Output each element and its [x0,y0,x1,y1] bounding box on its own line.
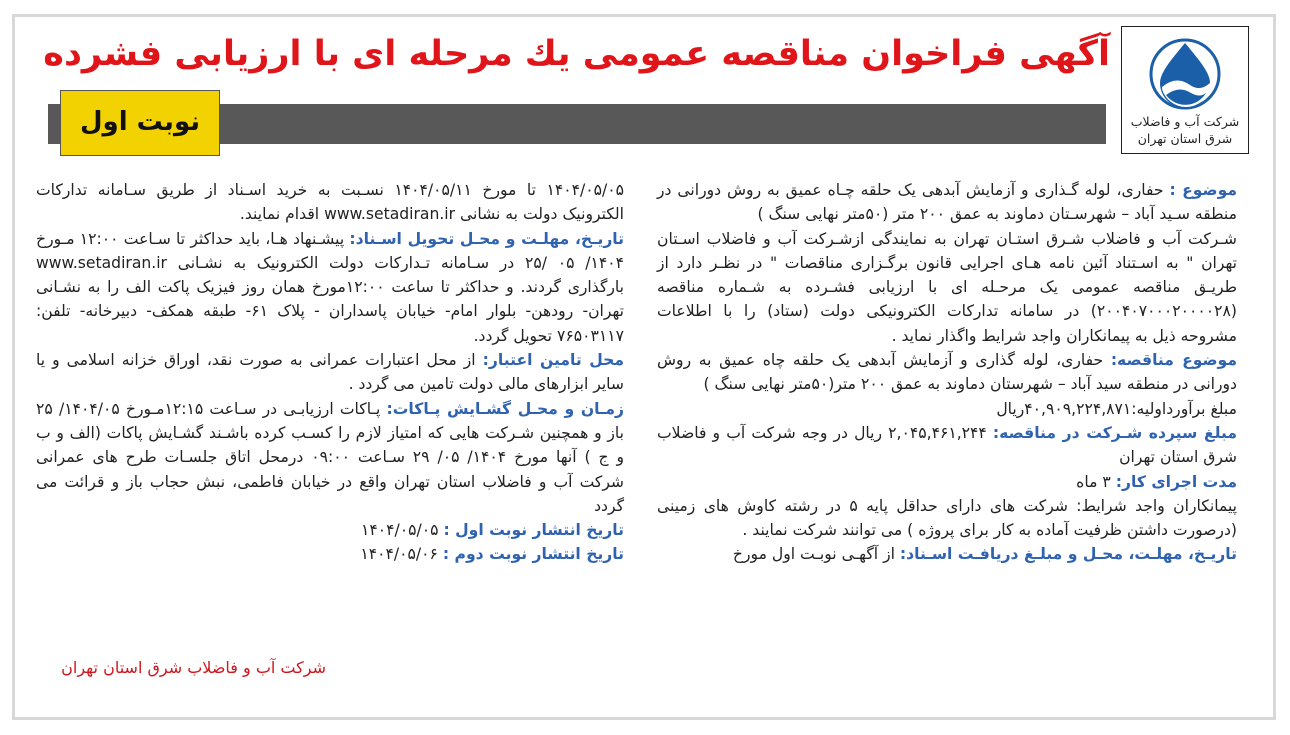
subject-label: موضوع : [1169,181,1238,199]
deadline-paragraph [36,227,624,348]
logo-company-line1: شرکت آب و فاضلاب [1130,114,1240,129]
intro-paragraph: شـرکت آب و فاضلاب شـرق استـان تهران به نمایندگی ازشـرکت آب و فاضلاب اسـتان تهران " به اسـتناد آئین نامه هـای اجرایی قانون برگـزاری مناقصات " در نظـر دارد از طریـق مناقصه عمومی یک مرحـله ای با ارزیابی فشـرده به شـماره مناقصه (۲۰۰۴۰۷۰۰۰۲۰۰۰۰۲۸) در سامانه تدارکات الکترونیکی دولت (ستاد) را با اطلاعات مشروحه ذیل به پیمانکاران واجد شرایط واگذار نماید . [657,229,1237,345]
left-column [36,178,624,567]
deposit-paragraph [657,421,1237,470]
duration-paragraph [657,470,1237,494]
docs-paragraph [657,542,1237,566]
company-logo-box [1121,26,1249,154]
docs-label: تاریـخ، مهلـت، محـل و مبلـغ دریافـت اسـناد: [899,545,1237,564]
docs-continued-paragraph: ۱۴۰۴/۰۵/۰۵ تا مورخ ۱۴۰۴/۰۵/۱۱ نسـبت به خرید اسـناد از طریق سـامانه تدارکات الکترونیک دولت به نشانی www.setadiran.ir اقدام نمایند. [36,181,624,224]
tender-subject-text: حفاری، لوله گذاری و آزمایش آبدهی یک حلقه چاه عمیق به روش دورانی در منطقه سید آباد – شهرستان دماوند به عمق ۲۰۰ متر(۵۰متر نهایی سنگ ) [657,351,1237,394]
logo-company-line2: شرق استان تهران [1137,131,1233,146]
docs-text: از آگهـی نوبـت اول مورخ [732,545,900,564]
estimate-paragraph: مبلغ برآورداولیه:۴۰,۹۰۹,۲۲۴,۸۷۱ریال [996,399,1237,418]
opening-text: پـاکات ارزیابـی در سـاعت ۱۲:۱۵مـورخ ۱۴۰۴/۰۵/ ۲۵ باز و همچنین شـرکت هایی که امتیاز لازم را کسـب کرده باشـند گشـایش پاکات (الف و ب و ج ) آنها مورخ ۱۴۰۴/ ۰۵/ ۲۹ سـاعت ۰۹:۰۰ درمحل اتاق جلسـات طرح های عمرانی شرکت آب و فاضلاب استان تهران واقع در خیابان فاطمی، نبش حجاب باز و قرائت می گردد [36,399,624,515]
deadline-text: پیشـنهاد هـا، باید حداکثر تا سـاعت ۱۲:۰۰ مـورخ ۱۴۰۴/ ۰۵ /۲۵ در سـامانه تـدارکات دولت الکترونیک به نشـانی www.setadiran.ir بارگذاری گردند. و حداکثر تا ساعت ۱۲:۰۰مورخ همان روز فیزیک پاکت الف را به نشـانی تهران- رودهن- بلوار امام- خیابان پاسداران - پلاک ۶۱- طبقه همکف- دبیرخانه- تلفن: ۷۶۵۰۳۱۱۷ تحویل گردد. [36,229,624,345]
opening-label: زمـان و محـل گشـایش پـاکات: [386,399,624,418]
duration-text: ۳ ماه [1076,472,1116,491]
tender-subject-paragraph [657,348,1237,397]
tender-subject-label: موضوع مناقصه: [1110,351,1237,370]
deadline-label: تاریـخ، مهلـت و محـل تحویل اسـناد: [349,229,625,248]
page-title: آگهی فراخوان مناقصه عمومی یك مرحله ای با ارزیابی فشرده [43,34,1110,74]
deposit-text: ۲,۰۴۵,۴۶۱,۲۴۴ ریال در وجه شرکت آب و فاضلاب شرق استان تهران [657,423,1237,467]
publication-second-date: ۱۴۰۴/۰۵/۰۶ [360,545,438,564]
funding-label: محل تامین اعتبار: [482,351,625,370]
funding-text: از محل اعتبارات عمرانی به صورت نقد، اوراق خزانه اسلامی و یا سایر ابزارهای مالی دولت تامین می گردد . [36,351,624,394]
company-signature: شرکت آب و فاضلاب شرق استان تهران [61,658,326,677]
funding-paragraph [36,348,624,397]
turn-badge: نوبت اول [60,90,220,156]
publication-second-paragraph [36,542,624,566]
water-drop-logo-icon [1146,35,1224,113]
publication-first-paragraph [36,518,624,542]
subject-text: حفاری، لوله گـذاری و آزمایش آبدهی یک حلقه چـاه عمیق به روش دورانی در منطقه سـید آباد – شهرسـتان دماوند به عمق ۲۰۰ متر (۵۰متر نهایی سنگ ) [657,181,1237,224]
publication-second-label: تاریخ انتشار نوبت دوم : [442,545,624,564]
subject-paragraph [657,178,1237,227]
right-column [657,178,1237,567]
deposit-label: مبلغ سپرده شـرکت در مناقصه: [992,423,1237,442]
opening-paragraph [36,397,624,518]
duration-label: مدت اجرای کار: [1115,472,1237,491]
conditions-paragraph: پیمانکاران واجد شرایط: شرکت های دارای حداقل پایه ۵ در رشته کاوش های زمینی (درصورت داشتن ظرفیت آماده به کار برای پروژه ) می توانند شرکت نمایند . [657,496,1238,540]
publication-first-date: ۱۴۰۴/۰۵/۰۵ [360,521,439,540]
publication-first-label: تاریخ انتشار نوبت اول : [443,521,624,540]
